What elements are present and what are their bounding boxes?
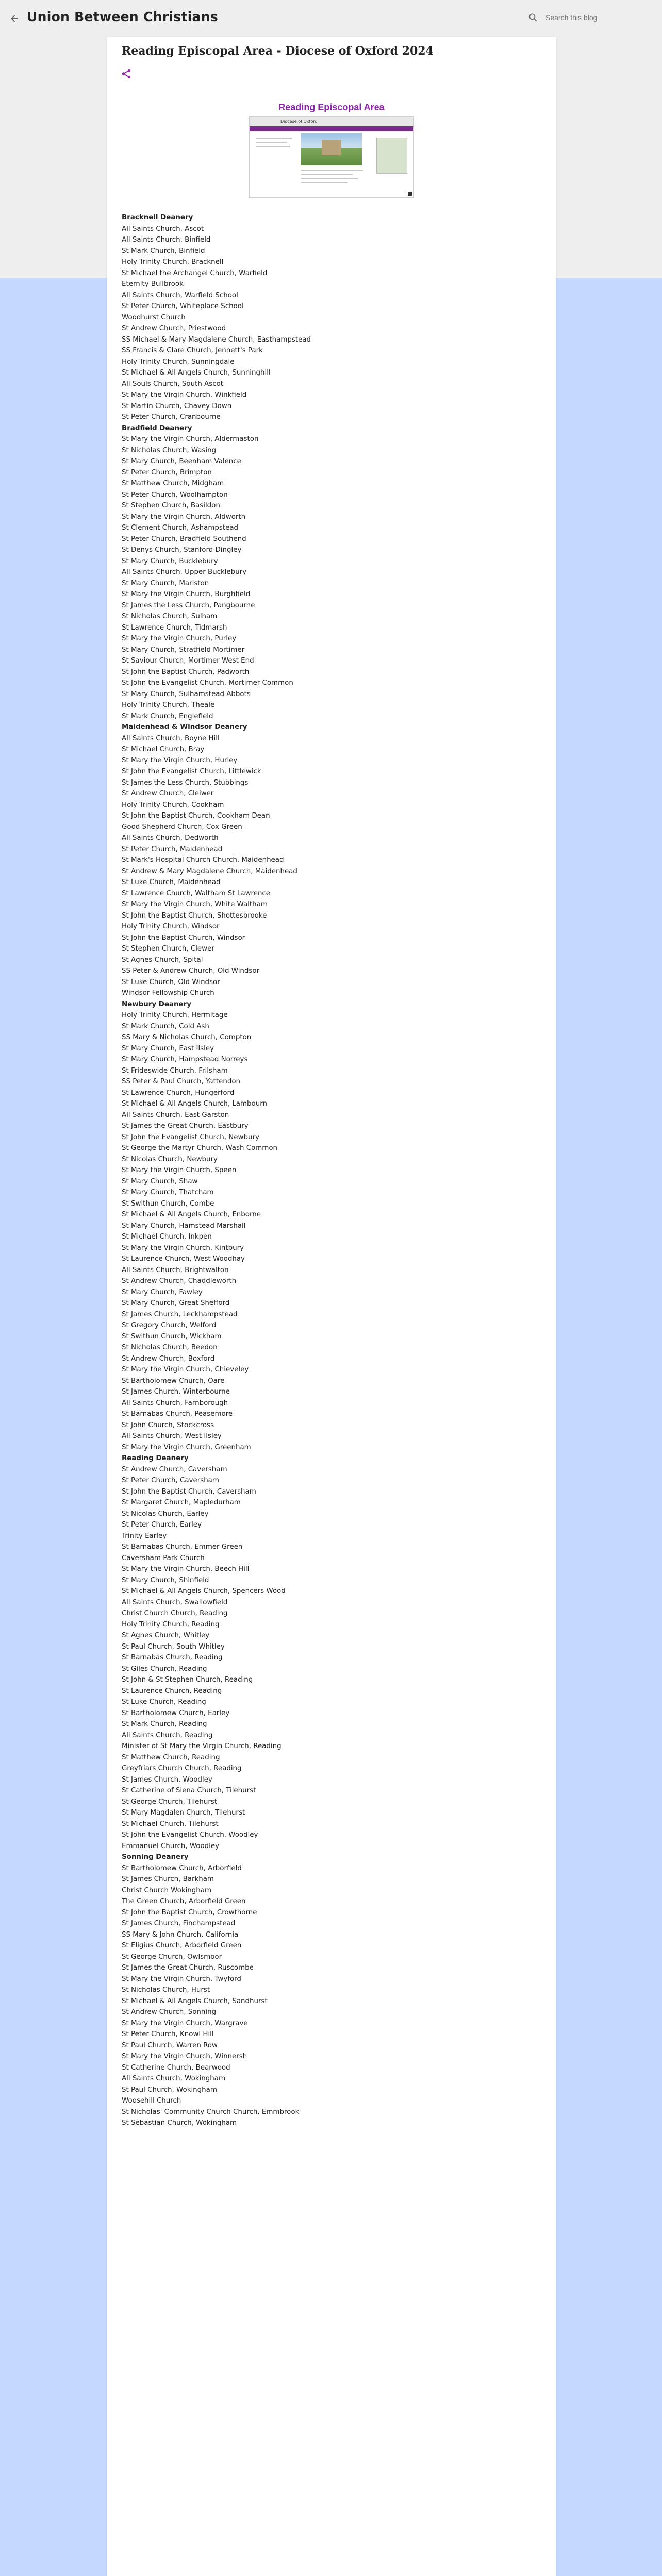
church-list-item: St Luke Church, Reading [122, 1698, 206, 1706]
church-list-item: St John & St Stephen Church, Reading [122, 1676, 253, 1684]
church-list-item: All Saints Church, Warfield School [122, 291, 238, 299]
church-list-item: St Peter Church, Whiteplace School [122, 302, 244, 310]
church-list-item: St Mary the Virgin Church, Aldworth [122, 513, 246, 521]
church-list-item: St Luke Church, Old Windsor [122, 978, 220, 986]
church-list-item: St Mary Church, Shinfield [122, 1576, 209, 1584]
church-list-item: St Barnabas Church, Reading [122, 1654, 223, 1662]
church-list-item: St Lawrence Church, Hungerford [122, 1089, 235, 1097]
church-list-item: SS Peter & Paul Church, Yattendon [122, 1078, 241, 1086]
church-list-item: St James Church, Winterbourne [122, 1388, 230, 1396]
church-list-item: St Peter Church, Woolhampton [122, 490, 228, 499]
church-list-item: St Mary Church, Shaw [122, 1177, 198, 1185]
screenshot-text-line [301, 174, 353, 175]
church-list-item: St Barnabas Church, Peasemore [122, 1410, 233, 1418]
screenshot-text-line [301, 170, 363, 171]
deanery-heading: Sonning Deanery [122, 1853, 189, 1861]
screenshot-text-line [256, 146, 290, 147]
church-list-item: St Mary the Virgin Church, Twyford [122, 1975, 241, 1983]
church-list-item: All Saints Church, Swallowfield [122, 1598, 228, 1606]
screenshot-browser-bar [250, 117, 413, 126]
church-list-item: St Mary Church, Thatcham [122, 1189, 214, 1196]
church-list-item: St Eligius Church, Arborfield Green [122, 1942, 242, 1950]
church-list-item: St John the Evangelist Church, Mortimer Common [122, 679, 293, 687]
church-list-item: All Saints Church, Upper Bucklebury [122, 568, 247, 576]
church-list-item: Woodhurst Church [122, 313, 186, 321]
church-list-item: Holy Trinity Church, Cookham [122, 801, 224, 809]
church-list-item: St Mary the Virgin Church, White Waltham [122, 901, 268, 908]
church-list-item: St Mary Church, Sulhamstead Abbots [122, 690, 251, 698]
church-list-item: SS Peter & Andrew Church, Old Windsor [122, 967, 260, 975]
church-list-item: St Andrew Church, Priestwood [122, 325, 226, 332]
church-list-item: St James the Great Church, Ruscombe [122, 1964, 254, 1972]
church-list-item: St Peter Church, Bradfield Southend [122, 535, 246, 543]
church-list-item: St Peter Church, Cranbourne [122, 413, 221, 421]
church-list-item: St Paul Church, South Whitley [122, 1642, 225, 1651]
church-list-item: All Saints Church, Ascot [122, 225, 204, 233]
screenshot-text-line [256, 138, 292, 139]
church-list-item: All Saints Church, Brightwalton [122, 1266, 229, 1274]
church-list-item: St Lawrence Church, Tidmarsh [122, 623, 227, 632]
screenshot-map [376, 138, 407, 174]
church-list-item: St Mary Magdalen Church, Tilehurst [122, 1809, 245, 1817]
church-list-item: St John the Evangelist Church, Woodley [122, 1831, 258, 1839]
church-list-item: Emmanuel Church, Woodley [122, 1842, 220, 1850]
church-list-item: St John the Baptist Church, Windsor [122, 934, 245, 942]
church-list-item: St Swithun Church, Combe [122, 1199, 214, 1208]
church-list-item: St Laurence Church, Reading [122, 1687, 222, 1695]
church-list-item: All Saints Church, Wokingham [122, 2075, 225, 2082]
church-list-item: Holy Trinity Church, Hermitage [122, 1011, 228, 1019]
church-list-item: St Mary the Virgin Church, Kintbury [122, 1244, 244, 1252]
church-list-item: St Frideswide Church, Frilsham [122, 1066, 228, 1075]
church-list-item: All Saints Church, West Ilsley [122, 1432, 222, 1440]
church-list-item: St James Church, Leckhampstead [122, 1310, 238, 1318]
church-list-item: Holy Trinity Church, Theale [122, 701, 215, 709]
church-list-item: St Michael & All Angels Church, Spencers Wood [122, 1587, 286, 1595]
church-list-item: All Saints Church, Dedworth [122, 834, 219, 842]
deanery-heading: Maidenhead & Windsor Deanery [122, 723, 247, 731]
church-list-item: Windsor Fellowship Church [122, 989, 214, 997]
church-list-item: St Peter Church, Caversham [122, 1477, 219, 1484]
church-list-item: Good Shepherd Church, Cox Green [122, 823, 242, 831]
church-list [122, 212, 550, 2129]
search-input[interactable] [524, 7, 656, 28]
church-list-item: St Bartholomew Church, Earley [122, 1709, 230, 1717]
church-list-item: All Saints Church, Binfield [122, 236, 211, 244]
church-list-item: SS Mary & Nicholas Church, Compton [122, 1033, 252, 1041]
church-list-item: St Sebastian Church, Wokingham [122, 2119, 237, 2127]
church-list-item: St Mary Church, Hampstead Norreys [122, 1056, 248, 1063]
church-list-item: St Mark Church, Cold Ash [122, 1022, 209, 1030]
church-list-item: St Luke Church, Maidenhead [122, 878, 221, 886]
church-list-item: St Mary Church, Hamstead Marshall [122, 1222, 246, 1230]
church-list-item: Christ Church Church, Reading [122, 1609, 228, 1617]
church-list-item: St John the Baptist Church, Cookham Dean [122, 812, 270, 820]
church-list-item: St Michael & All Angels Church, Enborne [122, 1211, 261, 1218]
screenshot-site-title: Diocese of Oxford [280, 119, 318, 124]
church-list-item: St Mark's Hospital Church Church, Maidenhead [122, 856, 284, 864]
church-list-item: St Barnabas Church, Emmer Green [122, 1543, 243, 1551]
church-list-item: St Giles Church, Reading [122, 1665, 207, 1673]
church-list-item: All Saints Church, Farnborough [122, 1399, 228, 1407]
church-list-item: St Lawrence Church, Waltham St Lawrence [122, 889, 271, 897]
church-list-item: St Catherine Church, Bearwood [122, 2063, 230, 2072]
church-list-item: St Mary the Virgin Church, Beech Hill [122, 1565, 250, 1573]
church-list-item: St Andrew & Mary Magdalene Church, Maidenhead [122, 867, 297, 875]
church-list-item: St Mary Church, East Ilsley [122, 1044, 214, 1053]
church-list-item: St Nicholas' Community Church Church, Emmbrook [122, 2108, 300, 2116]
screenshot-text-line [256, 142, 287, 143]
church-list-item: St Mary the Virgin Church, Winkfield [122, 391, 247, 399]
church-list-item: All Saints Church, Reading [122, 1731, 213, 1739]
church-list-item: St Michael & All Angels Church, Sandhurst [122, 1997, 268, 2005]
church-list-item: St Mary Church, Stratfield Mortimer [122, 646, 245, 654]
church-list-item: SS Mary & John Church, California [122, 1930, 239, 1939]
post-title: Reading Episcopal Area - Diocese of Oxford 2024 [122, 44, 434, 58]
share-icon [121, 68, 132, 79]
church-list-item: St Nicolas Church, Newbury [122, 1155, 218, 1163]
church-list-item: St Mary the Virgin Church, Aldermaston [122, 435, 259, 443]
church-list-item: St Paul Church, Warren Row [122, 2041, 218, 2049]
church-list-item: St Mary the Virgin Church, Hurley [122, 756, 238, 765]
church-list-item: St Margaret Church, Mapledurham [122, 1499, 241, 1506]
church-list-item: St Stephen Church, Clewer [122, 945, 214, 953]
search-box[interactable] [524, 7, 656, 28]
church-list-item: Eternity Bullbrook [122, 280, 184, 288]
church-list-item: St John the Baptist Church, Crowthorne [122, 1908, 257, 1917]
church-list-item: St Mary Church, Fawley [122, 1288, 203, 1296]
church-list-item: St Peter Church, Earley [122, 1521, 202, 1529]
church-list-item: St James Church, Finchampstead [122, 1920, 236, 1927]
church-list-item: St Andrew Church, Caversham [122, 1465, 227, 1473]
church-list-item: St Gregory Church, Welford [122, 1321, 217, 1329]
church-list-item: Holy Trinity Church, Sunningdale [122, 358, 235, 366]
church-list-item: St James Church, Barkham [122, 1875, 214, 1883]
church-list-item: St Mary the Virgin Church, Winnersh [122, 2053, 247, 2060]
church-list-item: St Mark Church, Reading [122, 1720, 207, 1728]
church-list-item: St Martin Church, Chavey Down [122, 402, 232, 410]
search-icon[interactable] [528, 12, 538, 23]
church-list-item: Holy Trinity Church, Bracknell [122, 258, 224, 266]
church-list-item: Greyfriars Church Church, Reading [122, 1765, 242, 1772]
church-list-item: St Mary the Virgin Church, Chieveley [122, 1366, 249, 1374]
church-list-item: St Nicholas Church, Wasing [122, 446, 217, 454]
church-list-item: St Michael Church, Tilehurst [122, 1820, 219, 1828]
church-list-item: Holy Trinity Church, Windsor [122, 923, 220, 930]
church-list-item: St Denys Church, Stanford Dingley [122, 546, 242, 554]
church-list-item: St Michael & All Angels Church, Lambourn [122, 1100, 267, 1108]
deanery-heading: Bradfield Deanery [122, 424, 192, 432]
church-list-item: St Clement Church, Ashampstead [122, 524, 239, 532]
church-list-item: St Matthew Church, Reading [122, 1753, 220, 1761]
church-list-item: St Michael Church, Inkpen [122, 1233, 212, 1241]
church-list-item: St Mary Church, Beenham Valence [122, 457, 241, 465]
screenshot-text-line [301, 182, 347, 183]
church-list-item: St James Church, Woodley [122, 1775, 212, 1784]
church-list-item: St Catherine of Siena Church, Tilehurst [122, 1787, 256, 1794]
church-list-item: St James the Less Church, Stubbings [122, 778, 249, 787]
church-list-item: St John the Baptist Church, Shottesbrooke [122, 911, 267, 920]
screenshot-nav-bar [250, 126, 413, 131]
church-list-item: St Nicholas Church, Hurst [122, 1986, 210, 1994]
post-image[interactable] [249, 116, 414, 198]
church-list-item: St Paul Church, Wokingham [122, 2086, 217, 2094]
church-list-item: St Peter Church, Maidenhead [122, 845, 223, 853]
church-list-item: St John the Evangelist Church, Newbury [122, 1133, 259, 1141]
church-list-item: St Mary the Virgin Church, Purley [122, 635, 237, 642]
church-list-item: St John the Baptist Church, Padworth [122, 668, 250, 676]
church-list-item: St Nicholas Church, Sulham [122, 613, 218, 620]
church-list-item: St Saviour Church, Mortimer West End [122, 657, 254, 665]
church-list-item: All Saints Church, Boyne Hill [122, 734, 220, 742]
church-list-item: St Swithun Church, Wickham [122, 1332, 222, 1341]
church-list-item: St Nicolas Church, Earley [122, 1510, 209, 1518]
church-list-item: St George Church, Owlsmoor [122, 1953, 222, 1961]
church-list-item: St Laurence Church, West Woodhay [122, 1255, 245, 1263]
share-button[interactable] [121, 68, 133, 80]
screenshot-corner-mark [408, 192, 412, 196]
church-list-item: St Peter Church, Brimpton [122, 468, 212, 477]
church-list-item: St George the Martyr Church, Wash Common [122, 1144, 278, 1152]
church-list-item: St Andrew Church, Chaddleworth [122, 1277, 237, 1285]
church-list-item: St Andrew Church, Cleiwer [122, 790, 214, 798]
church-list-item: St Mary Church, Great Shefford [122, 1299, 230, 1307]
church-list-item: St Mary the Virgin Church, Speen [122, 1166, 237, 1174]
screenshot-text-line [301, 178, 358, 179]
church-list-item: Holy Trinity Church, Reading [122, 1620, 220, 1629]
church-list-item: Minister of St Mary the Virgin Church, Reading [122, 1742, 282, 1750]
deanery-heading: Bracknell Deanery [122, 214, 193, 222]
church-list-item: St Mary the Virgin Church, Greenham [122, 1443, 251, 1451]
church-list-item: St Andrew Church, Sonning [122, 2008, 217, 2016]
image-caption: Reading Episcopal Area [278, 102, 385, 112]
church-list-item: St John the Baptist Church, Caversham [122, 1487, 256, 1496]
screenshot-church-building [322, 140, 341, 155]
church-list-item: Trinity Earley [122, 1532, 167, 1540]
church-list-item: St Mary Church, Bucklebury [122, 557, 218, 565]
church-list-item: SS Michael & Mary Magdalene Church, Easthampstead [122, 335, 311, 344]
church-list-item: St Agnes Church, Whitley [122, 1632, 210, 1639]
church-list-item: St Peter Church, Knowl Hill [122, 2030, 214, 2038]
blog-header [0, 0, 662, 37]
church-list-item: St James the Less Church, Pangbourne [122, 601, 255, 609]
church-list-item: St John the Evangelist Church, Littlewick [122, 768, 261, 775]
blog-title[interactable]: Union Between Christians [27, 9, 219, 24]
deanery-heading: Reading Deanery [122, 1454, 189, 1462]
back-button[interactable] [6, 10, 23, 27]
church-list-item: St George Church, Tilehurst [122, 1798, 218, 1806]
church-list-item: St Mary the Virgin Church, Wargrave [122, 2019, 248, 2027]
church-list-item: St Mark Church, Englefield [122, 712, 213, 720]
church-list-item: The Green Church, Arborfield Green [122, 1897, 246, 1905]
church-list-item: St Matthew Church, Midgham [122, 480, 224, 487]
church-list-item: All Souls Church, South Ascot [122, 380, 224, 388]
church-list-item: St Mary the Virgin Church, Burghfield [122, 590, 251, 598]
church-list-item: St Bartholomew Church, Oare [122, 1377, 225, 1385]
church-list-item: St Michael & All Angels Church, Sunninghill [122, 369, 271, 377]
deanery-heading: Newbury Deanery [122, 1000, 191, 1008]
church-list-item: St Mark Church, Binfield [122, 247, 205, 255]
post-card [107, 37, 556, 2576]
church-list-item: Christ Church Wokingham [122, 1886, 212, 1894]
arrow-left-icon [9, 13, 20, 24]
church-list-item: St Bartholomew Church, Arborfield [122, 1864, 242, 1872]
church-list-item: St Stephen Church, Basildon [122, 502, 220, 510]
church-list-item: St Michael Church, Bray [122, 745, 205, 753]
church-list-item: All Saints Church, East Garston [122, 1111, 229, 1119]
church-list-item: St Michael the Archangel Church, Warfield [122, 269, 268, 277]
church-list-item: SS Francis & Clare Church, Jennett's Park [122, 347, 263, 354]
church-list-item: St Nicholas Church, Beedon [122, 1344, 218, 1351]
church-list-item: St Mary Church, Marlston [122, 579, 209, 587]
church-list-item: St Agnes Church, Spital [122, 956, 203, 964]
church-list-item: St Andrew Church, Boxford [122, 1354, 215, 1363]
church-list-item: St John Church, Stockcross [122, 1421, 214, 1429]
church-list-item: St James the Great Church, Eastbury [122, 1122, 249, 1130]
church-list-item: Caversham Park Church [122, 1554, 205, 1562]
church-list-item: Woosehill Church [122, 2097, 181, 2105]
